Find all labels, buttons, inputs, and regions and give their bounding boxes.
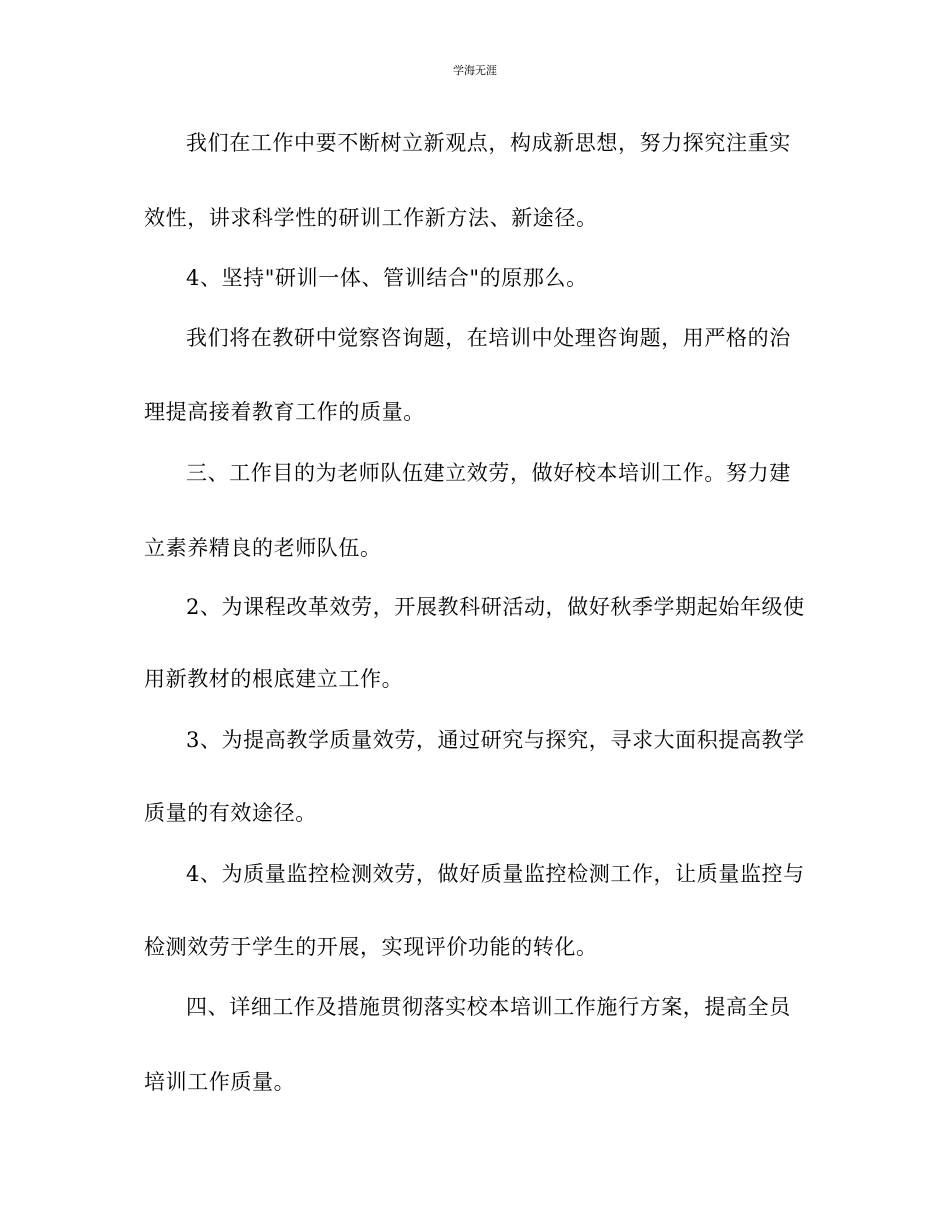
text-line: 效性，讲求科学性的研训工作新方法、新途径。 xyxy=(144,206,598,230)
text-line: 三、工作目的为老师队伍建立效劳，做好校本培训工作。努力建 xyxy=(186,461,791,485)
text-line: 立素养精良的老师队伍。 xyxy=(144,536,382,560)
text-line: 质量的有效途径。 xyxy=(144,801,317,825)
text-line: 用新教材的根底建立工作。 xyxy=(144,667,404,691)
text-line: 四、详细工作及措施贯彻落实校本培训工作施行方案，提高全员 xyxy=(186,995,791,1019)
text-line: 3、为提高教学质量效劳，通过研究与探究，寻求大面积提高教学 xyxy=(186,728,805,752)
text-line: 我们在工作中要不断树立新观点，构成新思想，努力探究注重实 xyxy=(186,131,791,155)
page-header: 学海无涯 xyxy=(453,64,497,77)
text-line: 理提高接着教育工作的质量。 xyxy=(144,400,425,424)
text-line: 4、坚持"研训一体、管训结合"的原那么。 xyxy=(186,266,588,290)
text-line: 2、为课程改革效劳，开展教科研活动，做好秋季学期起始年级使 xyxy=(186,595,805,619)
text-line: 我们将在教研中觉察咨询题，在培训中处理咨询题，用严格的治 xyxy=(186,326,791,350)
text-line: 培训工作质量。 xyxy=(144,1070,296,1094)
text-line: 检测效劳于学生的开展，实现评价功能的转化。 xyxy=(144,935,598,959)
text-line: 4、为质量监控检测效劳，做好质量监控检测工作，让质量监控与 xyxy=(186,862,805,886)
